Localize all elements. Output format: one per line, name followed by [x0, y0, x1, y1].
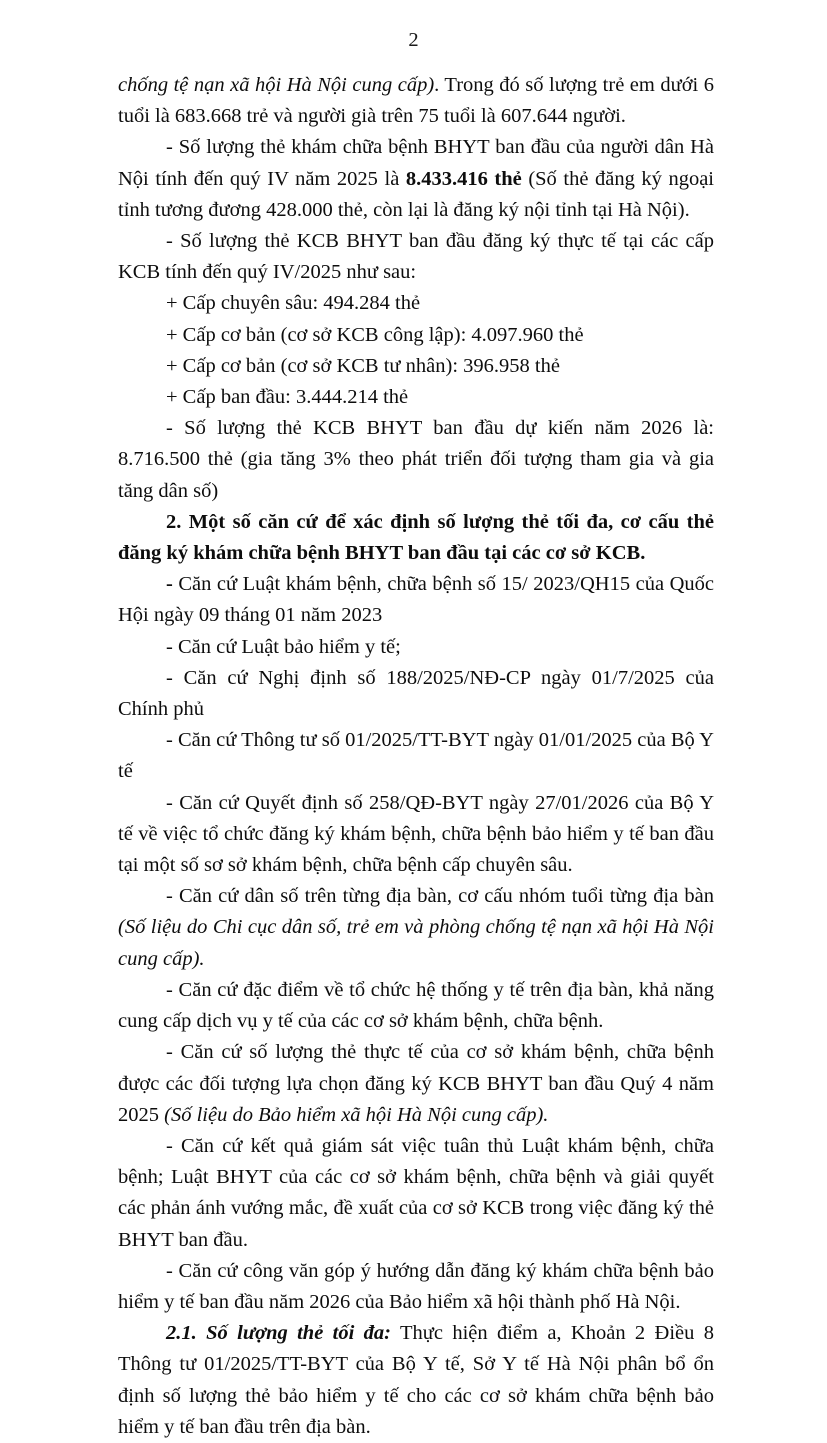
- text-run: - Căn cứ đặc điểm về tổ chức hệ thống y tế trên địa bàn, khả năng cung cấp dịch vụ y tế của các cơ sở khám bệnh, chữa bệnh.: [118, 978, 714, 1033]
- text-run: - Căn cứ dân số trên từng địa bàn, cơ cấu nhóm tuổi từng địa bàn: [166, 885, 714, 908]
- text-run: Căn cứ Luật khám bệnh, chữa bệnh số 15/ 2023/QH15 của Quốc Hội ngày 09 tháng 01 năm 2023: [118, 573, 714, 627]
- paragraph: [118, 569, 714, 631]
- text-run: - Căn cứ công văn góp ý hướng dẫn đăng ký khám chữa bệnh bảo hiểm y tế ban đầu năm 2026 của Bảo hiểm xã hội thành phố Hà Nội.: [118, 1259, 714, 1313]
- paragraph: [118, 320, 714, 351]
- text-run: 2. Một số căn cứ để xác định số lượng thẻ tối đa, cơ cấu thẻ đăng ký khám chữa bệnh BHYT ban đầu tại các cơ sở KCB.: [118, 510, 714, 565]
- paragraph: [118, 351, 714, 382]
- text-run: - Căn cứ Thông tư số 01/2025/TT-BYT ngày 01/01/2025 của Bộ Y tế: [118, 729, 714, 783]
- text-run: + Cấp ban đầu: 3.444.214 thẻ: [166, 386, 409, 409]
- document-body: [118, 70, 714, 1443]
- paragraph: [118, 507, 714, 569]
- text-run: (Số liệu do Chi cục dân số, trẻ em và phòng chống tệ nạn xã hội Hà Nội cung cấp).: [118, 916, 714, 970]
- paragraph: [118, 413, 714, 507]
- paragraph: [118, 382, 714, 413]
- text-run: + Cấp cơ bản (cơ sở KCB công lập): 4.097.960 thẻ: [166, 323, 584, 346]
- paragraph: [118, 288, 714, 319]
- paragraph: [118, 1037, 714, 1131]
- text-run: -: [166, 573, 173, 596]
- text-run: (Số liệu do Bảo hiểm xã hội Hà Nội cung cấp).: [164, 1103, 549, 1126]
- paragraph: [118, 725, 714, 787]
- text-run: 2.1. Số lượng thẻ tối đa:: [166, 1322, 391, 1345]
- text-run: 8.433.416 thẻ: [405, 167, 522, 190]
- text-run: - Số lượng thẻ KCB BHYT ban đầu dự kiến năm 2026 là: 8.716.500 thẻ (gia tăng 3% theo phát triển đối tượng tham gia và gia tăng dân số): [118, 417, 714, 502]
- text-run: . Trong đó số lượng trẻ em dưới 6 tuổi là 683.668 trẻ và người già trên 75 tuổi là 607.644 người.: [118, 74, 714, 128]
- text-run: (Số thẻ đăng ký ngoại tỉnh tương đương 428.000 thẻ, còn lại là đăng ký nội tỉnh tại Hà Nội).: [118, 167, 715, 221]
- text-run: - Căn cứ Nghị định số 188/2025/NĐ-CP ngày 01/7/2025 của Chính phủ: [118, 666, 714, 721]
- text-run: - Số lượng thẻ KCB BHYT ban đầu đăng ký thực tế tại các cấp KCB tính đến quý IV/2025 như sau:: [118, 230, 714, 284]
- text-run: + Cấp chuyên sâu: 494.284 thẻ: [166, 292, 421, 315]
- text-run: - Căn cứ số lượng thẻ thực tế của cơ sở khám bệnh, chữa bệnh được các đối tượng lựa chọn đăng ký KCB BHYT ban đầu Quý 4 năm 2025: [118, 1041, 714, 1126]
- paragraph: [118, 1131, 714, 1256]
- paragraph: [118, 226, 714, 288]
- text-run: - Số lượng thẻ khám chữa bệnh BHYT ban đầu của người dân Hà Nội tính đến quý IV năm 2025 là: [118, 136, 714, 190]
- paragraph: [118, 663, 714, 725]
- paragraph: [118, 788, 714, 882]
- paragraph: [118, 975, 714, 1037]
- text-run: - Căn cứ Luật bảo hiểm y tế;: [166, 635, 401, 658]
- paragraph: [118, 881, 714, 975]
- text-run: - Căn cứ Quyết định số 258/QĐ-BYT ngày 27/01/2026 của Bộ Y tế về việc tổ chức đăng ký khám bệnh, chữa bệnh bảo hiểm y tế ban đầu tại một số sơ sở khám bệnh, chữa bệnh cấp chuyên sâu.: [118, 791, 714, 877]
- paragraph: [118, 132, 714, 226]
- paragraph: [118, 1256, 714, 1318]
- page-number: 2: [408, 29, 419, 51]
- paragraph: [118, 632, 714, 663]
- text-run: + Cấp cơ bản (cơ sở KCB tư nhân): 396.958 thẻ: [166, 354, 560, 377]
- text-run: Thực hiện điểm a, Khoản 2 Điều 8 Thông tư 01/2025/TT-BYT của Bộ Y tế, Sở Y tế Hà Nội phân bổ ổn định số lượng thẻ bảo hiểm y tế cho các cơ sở khám chữa bệnh bảo hiểm y tế ban đầu trên địa bàn.: [118, 1322, 714, 1438]
- paragraph: [118, 70, 714, 132]
- text-run: chống tệ nạn xã hội Hà Nội cung cấp): [118, 74, 435, 96]
- paragraph: [118, 1318, 714, 1443]
- text-run: - Căn cứ kết quả giám sát việc tuân thủ Luật khám bệnh, chữa bệnh; Luật BHYT của các cơ sở khám bệnh, chữa bệnh và giải quyết các phản ánh vướng mắc, đề xuất của cơ sở KCB trong việc đăng ký thẻ BHYT ban đầu.: [118, 1134, 714, 1251]
